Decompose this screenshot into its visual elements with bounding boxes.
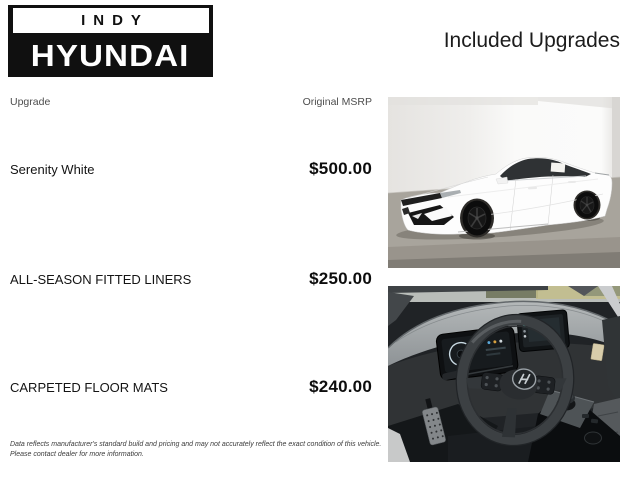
upgrade-price: $250.00 [309,269,372,288]
dealer-logo-brand-text: HYUNDAI [31,37,190,73]
upgrade-price: $500.00 [309,159,372,178]
disclaimer-text [10,440,386,460]
upgrade-name: ALL-SEASON FITTED LINERS [10,272,192,287]
dealer-logo-top-band [13,8,209,33]
disclaimer-line-2: Please contact dealer for more information. [10,451,144,459]
column-header-upgrade: Upgrade [10,96,51,108]
column-header-original-msrp: Original MSRP [302,96,372,108]
upgrade-name: CARPETED FLOOR MATS [10,380,168,395]
table-row [10,269,372,289]
upgrade-name: Serenity White [10,162,95,177]
table-column-headers [10,96,372,108]
vehicle-interior-photo [388,286,620,462]
page-title: Included Upgrades [443,29,620,52]
disclaimer-line-1: Data reflects manufacturer's standard build and pricing and may not accurately reflect the exact condition of this vehicle. [10,441,382,448]
vehicle-exterior-photo [388,97,620,268]
dealer-logo-city-text: INDY [81,12,149,29]
front-wheel [463,201,492,236]
upgrade-price: $240.00 [309,377,372,396]
rear-wheel [576,192,599,218]
dealer-logo-brand-band [8,33,213,77]
table-row [10,159,372,179]
dealer-logo [8,5,213,77]
table-row [10,377,372,397]
